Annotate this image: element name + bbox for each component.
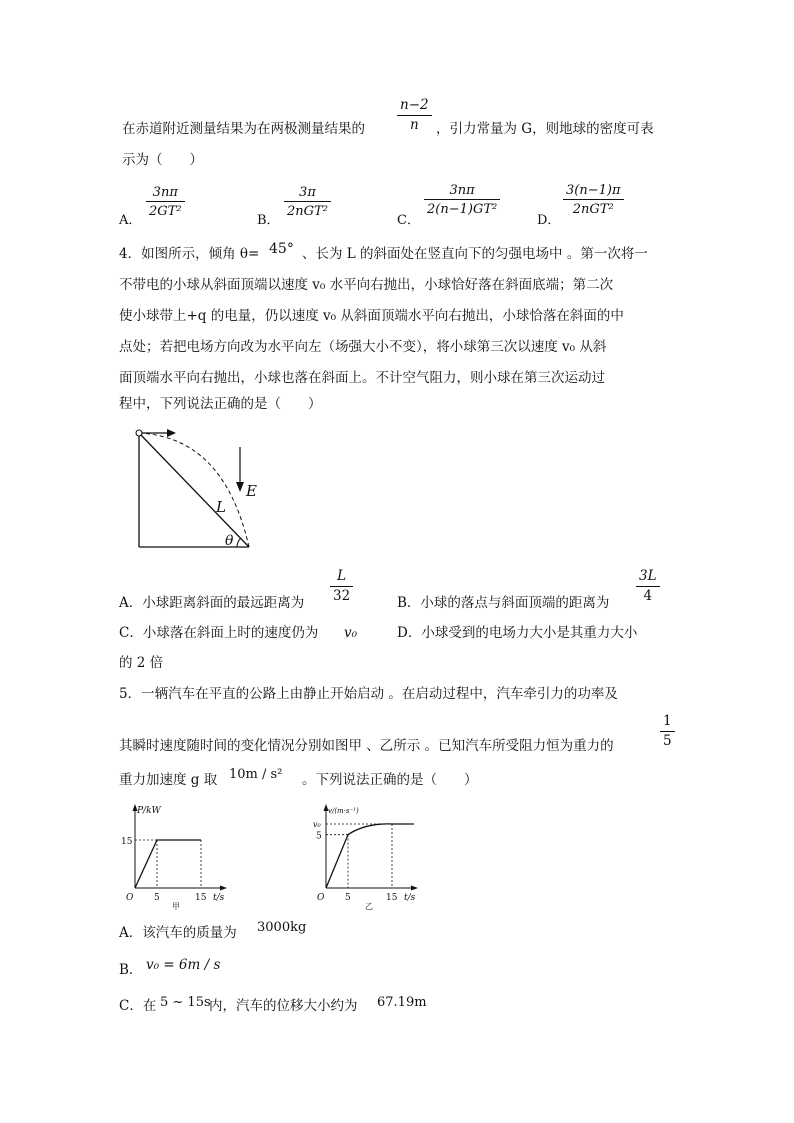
yi-ytick-v0: v₀ xyxy=(313,820,321,829)
jia-title: 甲 xyxy=(172,902,180,911)
q4-option-d: D．小球受到的电场力大小是其重力大小 xyxy=(397,625,638,641)
yi-ytick-5: 5 xyxy=(316,831,322,842)
q5-option-b-label: B． xyxy=(119,962,143,978)
q5-option-c-value: 67.19m xyxy=(377,995,427,1010)
jia-xtick-15: 15 xyxy=(195,893,207,903)
q4-angle: 45° xyxy=(269,241,294,257)
q3-option-c-fraction: 3nπ 2(n−1)GT² xyxy=(424,184,500,216)
angle-label: θ xyxy=(225,533,234,549)
yi-origin-label: O xyxy=(317,893,325,903)
jia-x-arrow xyxy=(220,886,227,891)
q5-fraction: 1 5 xyxy=(660,715,675,748)
q5-line2: 其瞬时速度随时间的变化情况分别如图甲 、乙所示 。已知汽车所受阻力恒为重力的 xyxy=(119,738,614,754)
q4-line6: 程中，下列说法正确的是（ ） xyxy=(119,396,322,412)
q3-option-a-fraction: 3nπ 2GT² xyxy=(146,186,185,218)
q4-line2: 不带电的小球从斜面顶端以速度 v₀ 水平向右抛出，小球恰好落在斜面底端；第二次 xyxy=(119,277,614,293)
jia-power-line xyxy=(135,840,201,888)
ball xyxy=(136,430,142,436)
incline-figure xyxy=(128,425,268,557)
ratio-fraction xyxy=(397,99,432,132)
yi-velocity-curve xyxy=(326,824,414,888)
q4-line3: 使小球带上+q 的电量，仍以速度 v₀ 从斜面顶端水平向右抛出，小球恰落在斜面的中 xyxy=(119,308,624,324)
q5-option-c-a: C．在 xyxy=(119,998,157,1014)
q5-line3-b: 。下列说法正确的是（ ） xyxy=(302,772,478,788)
q5-option-c-mid: 内，汽车的位移大小约为 xyxy=(209,998,358,1014)
q3-option-d-label: D． xyxy=(537,213,561,228)
q4-option-c: C．小球落在斜面上时的速度仍为 xyxy=(119,625,319,641)
q3-line2: 示为（ ） xyxy=(122,152,203,168)
power-time-chart xyxy=(115,800,230,912)
field-label: E xyxy=(246,482,257,500)
q5-option-a-value: 3000kg xyxy=(257,920,307,935)
yi-x-arrow xyxy=(411,886,418,891)
q5-option-a: A．该汽车的质量为 xyxy=(119,925,237,941)
ratio-numerator: n−2 xyxy=(400,97,429,113)
jia-origin-label: O xyxy=(126,893,134,903)
length-label: L xyxy=(216,498,226,516)
q4-line5: 面顶端水平向右抛出，小球也落在斜面上。不计空气阻力，则小球在第三次运动过 xyxy=(119,370,605,386)
field-arrow-head xyxy=(236,482,244,492)
q3-option-b-fraction: 3π 2nGT² xyxy=(284,186,331,218)
velocity-time-chart xyxy=(310,800,425,912)
velocity-arrow-head xyxy=(167,429,176,437)
q4-line4: 点处；若把电场方向改为水平向左（场强大小不变），将小球第三次以速度 v₀ 从斜 xyxy=(119,339,607,355)
jia-y-label: P/kW xyxy=(137,806,161,816)
q3-option-c-label: C． xyxy=(397,213,420,228)
q4-option-c-value: v₀ xyxy=(344,625,358,641)
q5-g-value: 10m / s² xyxy=(229,767,283,782)
q4-line1-b: 、长为 L 的斜面处在竖直向下的匀强电场中 。第一次将一 xyxy=(302,246,648,262)
yi-y-label: v/(m·s⁻¹) xyxy=(328,807,359,815)
q3-option-b-label: B． xyxy=(257,213,280,228)
yi-xtick-5: 5 xyxy=(345,893,351,903)
yi-x-label: t/s xyxy=(404,893,416,903)
q4-option-a-fraction: L 32 xyxy=(330,570,353,603)
q3-line1-pre: 在赤道附近测量结果为在两极测量结果的 xyxy=(122,121,365,137)
jia-x-label: t/s xyxy=(213,893,225,903)
q4-option-a: A．小球距离斜面的最远距离为 xyxy=(119,595,305,611)
jia-xtick-5: 5 xyxy=(154,893,160,903)
q3-option-d-fraction: 3(n−1)π 2nGT² xyxy=(563,184,624,216)
q4-option-d-cont: 的 2 倍 xyxy=(119,655,164,671)
jia-ytick-label: 15 xyxy=(121,837,133,847)
yi-xtick-15: 15 xyxy=(386,893,398,903)
yi-title: 乙 xyxy=(365,902,373,911)
q5-option-c-range: 5 ~ 15s xyxy=(160,995,211,1010)
q4-line1-a: 4．如图所示，倾角 θ= xyxy=(119,246,260,262)
angle-arc xyxy=(237,539,241,548)
q5-line1: 5．一辆汽车在平直的公路上由静止开始启动 。在启动过程中，汽车牵引力的功率及 xyxy=(119,686,618,702)
q3-line1-post: ，引力常量为 G，则地球的密度可表 xyxy=(436,121,654,137)
q4-option-b-fraction: 3L 4 xyxy=(636,570,660,603)
q3-option-a-label: A． xyxy=(119,213,142,228)
q5-option-b-value: v₀ = 6m / s xyxy=(146,957,221,973)
q5-line3-a: 重力加速度 g 取 xyxy=(119,772,218,788)
q4-option-b: B．小球的落点与斜面顶端的距离为 xyxy=(397,595,610,611)
ratio-denominator: n xyxy=(409,116,419,133)
